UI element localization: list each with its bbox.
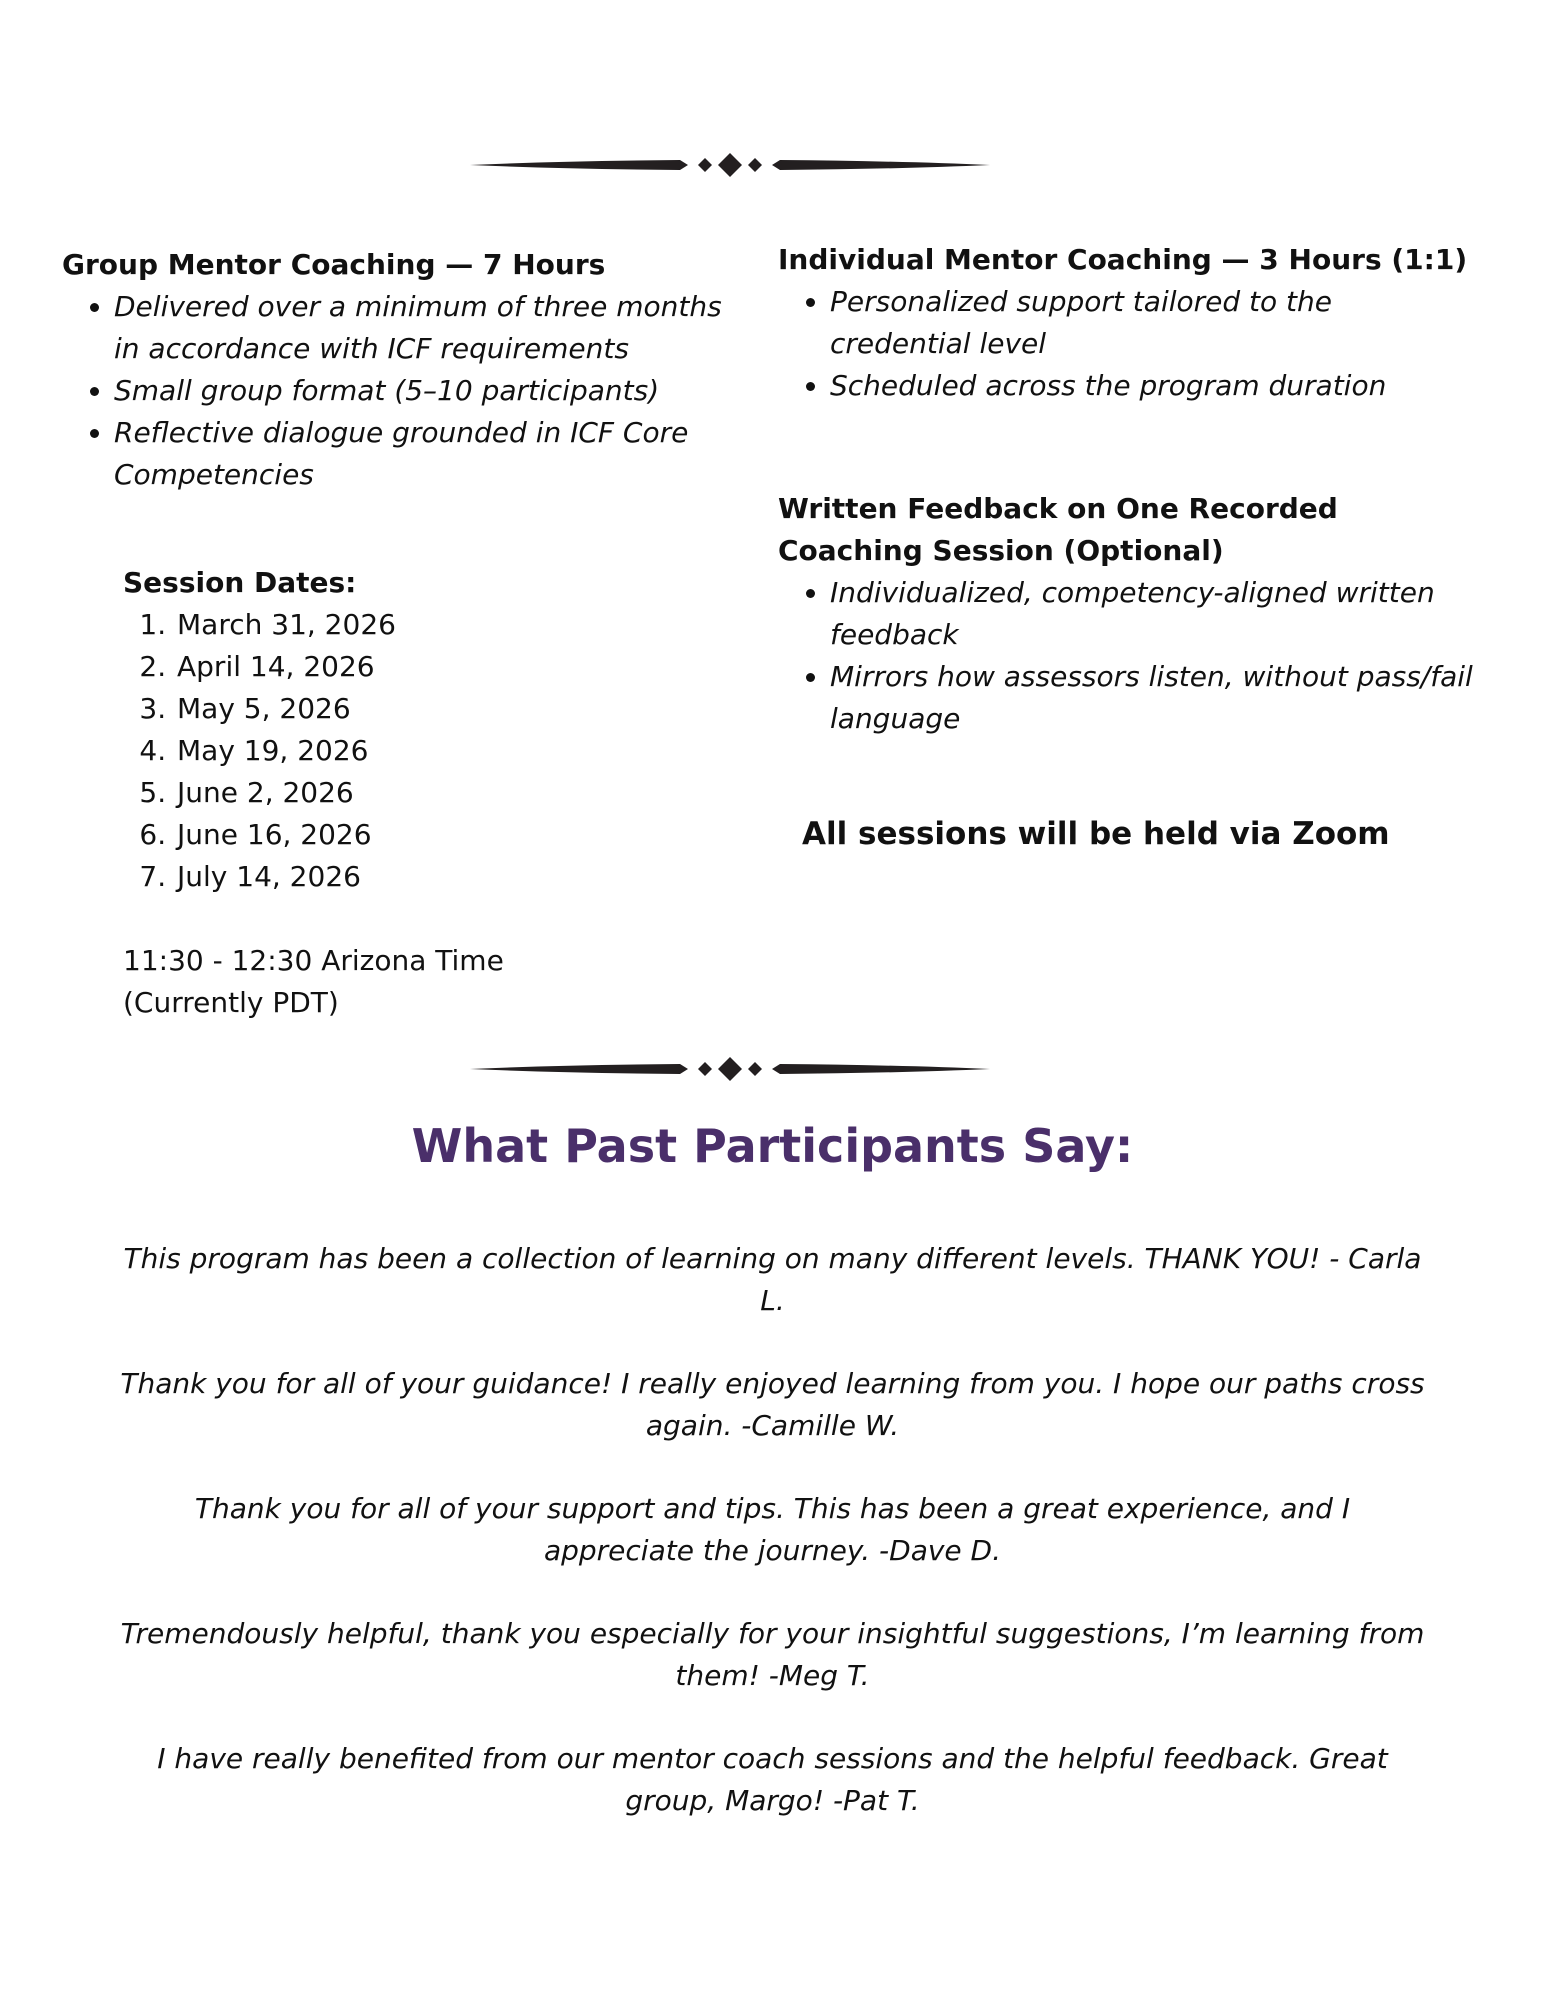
testimonials-list — [120, 1238, 1425, 1863]
testimonials-title: What Past Participants Say: — [411, 1119, 1134, 1173]
testimonial-quote: Tremendously helpful, thank you especially for your insightful suggestions, I’m learning from them! -Meg T. — [120, 1617, 1425, 1692]
group-coaching-section — [62, 244, 722, 496]
ornament-divider-middle — [470, 1052, 990, 1086]
list-item: • Individualized, competency-aligned written feedback — [830, 572, 1520, 656]
testimonial-quote: Thank you for all of your guidance! I really enjoyed learning from you. I hope our paths cross again. -Camille W. — [120, 1367, 1425, 1442]
ornament-divider-top — [470, 148, 990, 182]
session-timezone-note: (Currently PDT) — [123, 986, 339, 1019]
list-item: • Reflective dialogue grounded in ICF Core Competencies — [114, 412, 722, 496]
list-item: • Mirrors how assessors listen, without pass/fail language — [830, 656, 1520, 740]
session-time: 11:30 - 12:30 Arizona Time — [123, 944, 504, 977]
individual-coaching-heading: Individual Mentor Coaching — 3 Hours (1:1) — [778, 243, 1468, 276]
list-item: 6. June 16, 2026 — [175, 814, 683, 856]
written-feedback-heading: Written Feedback on One Recorded Coaching Session (Optional) — [778, 492, 1338, 567]
zoom-note: All sessions will be held via Zoom — [802, 816, 1390, 852]
group-coaching-bullets — [62, 286, 722, 496]
list-item: • Scheduled across the program duration — [830, 365, 1390, 407]
list-item: 4. May 19, 2026 — [175, 730, 683, 772]
list-item: • Personalized support tailored to the credential level — [830, 281, 1390, 365]
written-feedback-section — [778, 488, 1478, 740]
testimonial-quote: Thank you for all of your support and tips. This has been a great experience, and I appreciate the journey. -Dave D. — [194, 1492, 1351, 1567]
individual-coaching-bullets — [778, 281, 1390, 407]
list-item: 5. June 2, 2026 — [175, 772, 683, 814]
list-item: 2. April 14, 2026 — [175, 646, 683, 688]
session-dates-list — [123, 604, 683, 898]
list-item: 3. May 5, 2026 — [175, 688, 683, 730]
list-item: 7. July 14, 2026 — [175, 856, 683, 898]
testimonial-quote: I have really benefited from our mentor coach sessions and the helpful feedback. Great group, Margo! -Pat T. — [157, 1742, 1388, 1817]
list-item: • Small group format (5–10 participants) — [114, 370, 722, 412]
list-item: 1. March 31, 2026 — [175, 604, 683, 646]
list-item: • Delivered over a minimum of three months in accordance with ICF requirements — [114, 286, 722, 370]
session-dates-block — [123, 562, 683, 1024]
group-coaching-heading: Group Mentor Coaching — 7 Hours — [62, 248, 606, 281]
session-dates-title: Session Dates: — [123, 566, 357, 599]
individual-coaching-section — [778, 239, 1498, 407]
written-feedback-bullets — [778, 572, 1520, 740]
testimonial-quote: This program has been a collection of learning on many different levels. THANK YOU! - Carla L. — [123, 1242, 1422, 1317]
